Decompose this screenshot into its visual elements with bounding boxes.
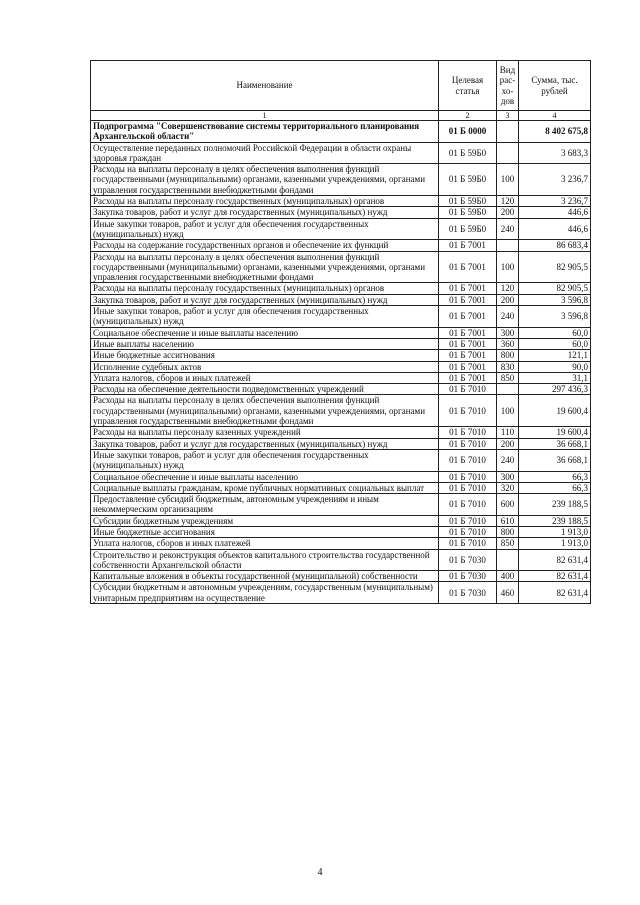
row-expense-type: 320 bbox=[497, 482, 519, 493]
table-row bbox=[91, 494, 591, 516]
row-amount: 1 913,0 bbox=[519, 526, 591, 537]
row-expense-type bbox=[497, 240, 519, 251]
row-name: Расходы на содержание государственных органов и обеспечение их функций bbox=[91, 240, 439, 251]
row-amount: 19 600,4 bbox=[519, 395, 591, 427]
row-target-code: 01 Б 59Б0 bbox=[439, 142, 497, 164]
table-row bbox=[91, 327, 591, 338]
table-row bbox=[91, 538, 591, 549]
row-expense-type bbox=[497, 384, 519, 395]
row-name: Строительство и реконструкция объектов капитального строительства государственной собственности Архангельской области bbox=[91, 549, 439, 571]
row-expense-type: 100 bbox=[497, 251, 519, 283]
row-amount: 446,6 bbox=[519, 207, 591, 218]
table-row bbox=[91, 196, 591, 207]
row-name: Закупка товаров, работ и услуг для государственных (муниципальных) нужд bbox=[91, 438, 439, 449]
row-name: Подпрограмма "Совершенствование системы территориального планирования Архангельской области" bbox=[91, 121, 439, 143]
row-target-code: 01 Б 7001 bbox=[439, 327, 497, 338]
row-target-code: 01 Б 0000 bbox=[439, 121, 497, 143]
row-target-code: 01 Б 59Б0 bbox=[439, 196, 497, 207]
row-expense-type: 200 bbox=[497, 207, 519, 218]
row-expense-type: 400 bbox=[497, 571, 519, 582]
row-expense-type bbox=[497, 549, 519, 571]
row-amount: 121,1 bbox=[519, 350, 591, 361]
row-target-code: 01 Б 7010 bbox=[439, 427, 497, 438]
table-row bbox=[91, 207, 591, 218]
row-target-code: 01 Б 7001 bbox=[439, 338, 497, 349]
table-row bbox=[91, 121, 591, 143]
row-amount: 8 402 675,8 bbox=[519, 121, 591, 143]
row-target-code: 01 Б 7010 bbox=[439, 384, 497, 395]
row-name: Уплата налогов, сборов и иных платежей bbox=[91, 372, 439, 383]
row-name: Закупка товаров, работ и услуг для государственных (муниципальных) нужд bbox=[91, 207, 439, 218]
table-row bbox=[91, 438, 591, 449]
row-expense-type: 120 bbox=[497, 196, 519, 207]
header-code: Целевая статья bbox=[439, 61, 497, 111]
row-amount: 82 631,4 bbox=[519, 549, 591, 571]
row-target-code: 01 Б 7030 bbox=[439, 549, 497, 571]
row-target-code: 01 Б 7001 bbox=[439, 372, 497, 383]
table-row bbox=[91, 240, 591, 251]
row-target-code: 01 Б 7030 bbox=[439, 582, 497, 604]
row-target-code: 01 Б 7010 bbox=[439, 515, 497, 526]
row-amount: 60,0 bbox=[519, 338, 591, 349]
header-sum: Сумма, тыс. рублей bbox=[519, 61, 591, 111]
row-amount: 239 188,5 bbox=[519, 494, 591, 516]
row-expense-type: 830 bbox=[497, 361, 519, 372]
table-row bbox=[91, 482, 591, 493]
row-target-code: 01 Б 7001 bbox=[439, 251, 497, 283]
row-expense-type: 120 bbox=[497, 283, 519, 294]
row-target-code: 01 Б 7010 bbox=[439, 538, 497, 549]
table-body bbox=[91, 121, 591, 604]
table-row bbox=[91, 372, 591, 383]
row-target-code: 01 Б 7010 bbox=[439, 449, 497, 471]
row-name: Иные бюджетные ассигнования bbox=[91, 350, 439, 361]
table-row bbox=[91, 218, 591, 240]
row-amount: 90,0 bbox=[519, 361, 591, 372]
row-expense-type: 100 bbox=[497, 164, 519, 196]
row-target-code: 01 Б 7010 bbox=[439, 494, 497, 516]
row-expense-type: 240 bbox=[497, 306, 519, 328]
row-amount: 36 668,1 bbox=[519, 449, 591, 471]
table-row bbox=[91, 471, 591, 482]
row-name: Субсидии бюджетным и автономным учреждениям, государственным (муниципальным) унитарным предприятиям на осуществление bbox=[91, 582, 439, 604]
row-name: Расходы на выплаты персоналу казенных учреждений bbox=[91, 427, 439, 438]
table-row bbox=[91, 251, 591, 283]
row-expense-type: 850 bbox=[497, 372, 519, 383]
row-amount: 82 905,5 bbox=[519, 283, 591, 294]
table-row bbox=[91, 395, 591, 427]
page-number: 4 bbox=[317, 867, 323, 878]
row-target-code: 01 Б 7001 bbox=[439, 350, 497, 361]
row-expense-type: 200 bbox=[497, 438, 519, 449]
row-expense-type: 460 bbox=[497, 582, 519, 604]
table-row bbox=[91, 306, 591, 328]
row-name: Расходы на выплаты персоналу государственных (муниципальных) органов bbox=[91, 196, 439, 207]
table-row bbox=[91, 582, 591, 604]
row-expense-type bbox=[497, 121, 519, 143]
row-expense-type: 110 bbox=[497, 427, 519, 438]
row-amount: 3 683,3 bbox=[519, 142, 591, 164]
row-amount: 82 631,4 bbox=[519, 582, 591, 604]
row-name: Социальное обеспечение и иные выплаты населению bbox=[91, 327, 439, 338]
budget-table bbox=[90, 60, 591, 604]
row-target-code: 01 Б 59Б0 bbox=[439, 207, 497, 218]
row-name: Исполнение судебных актов bbox=[91, 361, 439, 372]
row-expense-type: 610 bbox=[497, 515, 519, 526]
row-name: Расходы на обеспечение деятельности подведомственных учреждений bbox=[91, 384, 439, 395]
row-amount: 446,6 bbox=[519, 218, 591, 240]
column-number-row bbox=[91, 111, 591, 121]
column-number: 4 bbox=[519, 111, 591, 121]
row-target-code: 01 Б 59Б0 bbox=[439, 218, 497, 240]
row-amount: 3 596,8 bbox=[519, 294, 591, 305]
row-name: Предоставление субсидий бюджетным, автономным учреждениям и иным некоммерческим организациям bbox=[91, 494, 439, 516]
row-target-code: 01 Б 7001 bbox=[439, 361, 497, 372]
row-name: Иные закупки товаров, работ и услуг для обеспечения государственных (муниципальных) нужд bbox=[91, 218, 439, 240]
header-type: Вид рас-хо-дов bbox=[497, 61, 519, 111]
row-name: Расходы на выплаты персоналу в целях обеспечения выполнения функций государственными (муниципальными) органами, казенными учреждениями, органами управления государственными внебюджетными фондами bbox=[91, 395, 439, 427]
row-target-code: 01 Б 7001 bbox=[439, 283, 497, 294]
table-row bbox=[91, 384, 591, 395]
row-expense-type: 300 bbox=[497, 471, 519, 482]
row-amount: 66,3 bbox=[519, 482, 591, 493]
row-expense-type: 200 bbox=[497, 294, 519, 305]
row-name: Иные бюджетные ассигнования bbox=[91, 526, 439, 537]
row-name: Субсидии бюджетным учреждениям bbox=[91, 515, 439, 526]
row-target-code: 01 Б 7001 bbox=[439, 306, 497, 328]
row-name: Расходы на выплаты персоналу в целях обеспечения выполнения функций государственными (муниципальными) органами, казенными учреждениями, органами управления государственными внебюджетными фондами bbox=[91, 164, 439, 196]
row-name: Расходы на выплаты персоналу в целях обеспечения выполнения функций государственными (муниципальными) органами, казенными учреждениями, органами управления государственными внебюджетными фондами bbox=[91, 251, 439, 283]
row-expense-type: 800 bbox=[497, 526, 519, 537]
row-name: Осуществление переданных полномочий Российской Федерации в области охраны здоровья граждан bbox=[91, 142, 439, 164]
table-row bbox=[91, 350, 591, 361]
row-target-code: 01 Б 7030 bbox=[439, 571, 497, 582]
column-number: 1 bbox=[91, 111, 439, 121]
row-amount: 19 600,4 bbox=[519, 427, 591, 438]
row-target-code: 01 Б 59Б0 bbox=[439, 164, 497, 196]
column-number: 3 bbox=[497, 111, 519, 121]
table-row bbox=[91, 571, 591, 582]
row-expense-type bbox=[497, 142, 519, 164]
row-name: Уплата налогов, сборов и иных платежей bbox=[91, 538, 439, 549]
table-row bbox=[91, 294, 591, 305]
row-expense-type: 240 bbox=[497, 449, 519, 471]
table-row bbox=[91, 515, 591, 526]
row-name: Социальные выплаты гражданам, кроме публичных нормативных социальных выплат bbox=[91, 482, 439, 493]
row-expense-type: 850 bbox=[497, 538, 519, 549]
row-name: Закупка товаров, работ и услуг для государственных (муниципальных) нужд bbox=[91, 294, 439, 305]
header-name: Наименование bbox=[91, 61, 439, 111]
row-amount: 36 668,1 bbox=[519, 438, 591, 449]
row-amount: 3 596,8 bbox=[519, 306, 591, 328]
row-name: Социальное обеспечение и иные выплаты населению bbox=[91, 471, 439, 482]
row-amount: 1 913,0 bbox=[519, 538, 591, 549]
row-target-code: 01 Б 7010 bbox=[439, 395, 497, 427]
row-name: Расходы на выплаты персоналу государственных (муниципальных) органов bbox=[91, 283, 439, 294]
row-amount: 60,0 bbox=[519, 327, 591, 338]
table-row bbox=[91, 283, 591, 294]
row-expense-type: 100 bbox=[497, 395, 519, 427]
row-name: Иные выплаты населению bbox=[91, 338, 439, 349]
table-row bbox=[91, 427, 591, 438]
row-target-code: 01 Б 7001 bbox=[439, 240, 497, 251]
table-row bbox=[91, 142, 591, 164]
row-target-code: 01 Б 7001 bbox=[439, 294, 497, 305]
row-name: Капитальные вложения в объекты государственной (муниципальной) собственности bbox=[91, 571, 439, 582]
table-row bbox=[91, 164, 591, 196]
row-target-code: 01 Б 7010 bbox=[439, 526, 497, 537]
row-amount: 239 188,5 bbox=[519, 515, 591, 526]
row-amount: 297 436,3 bbox=[519, 384, 591, 395]
row-amount: 82 631,4 bbox=[519, 571, 591, 582]
row-amount: 3 236,7 bbox=[519, 196, 591, 207]
row-amount: 66,3 bbox=[519, 471, 591, 482]
row-expense-type: 360 bbox=[497, 338, 519, 349]
table-row bbox=[91, 361, 591, 372]
row-name: Иные закупки товаров, работ и услуг для обеспечения государственных (муниципальных) нужд bbox=[91, 449, 439, 471]
row-expense-type: 800 bbox=[497, 350, 519, 361]
row-name: Иные закупки товаров, работ и услуг для обеспечения государственных (муниципальных) нужд bbox=[91, 306, 439, 328]
row-target-code: 01 Б 7010 bbox=[439, 471, 497, 482]
row-target-code: 01 Б 7010 bbox=[439, 482, 497, 493]
row-expense-type: 240 bbox=[497, 218, 519, 240]
table-row bbox=[91, 549, 591, 571]
row-amount: 3 236,7 bbox=[519, 164, 591, 196]
column-number: 2 bbox=[439, 111, 497, 121]
row-amount: 31,1 bbox=[519, 372, 591, 383]
table-row bbox=[91, 526, 591, 537]
row-amount: 86 683,4 bbox=[519, 240, 591, 251]
table-row bbox=[91, 338, 591, 349]
row-amount: 82 905,5 bbox=[519, 251, 591, 283]
row-expense-type: 300 bbox=[497, 327, 519, 338]
row-target-code: 01 Б 7010 bbox=[439, 438, 497, 449]
table-header bbox=[91, 61, 591, 121]
row-expense-type: 600 bbox=[497, 494, 519, 516]
table-row bbox=[91, 449, 591, 471]
